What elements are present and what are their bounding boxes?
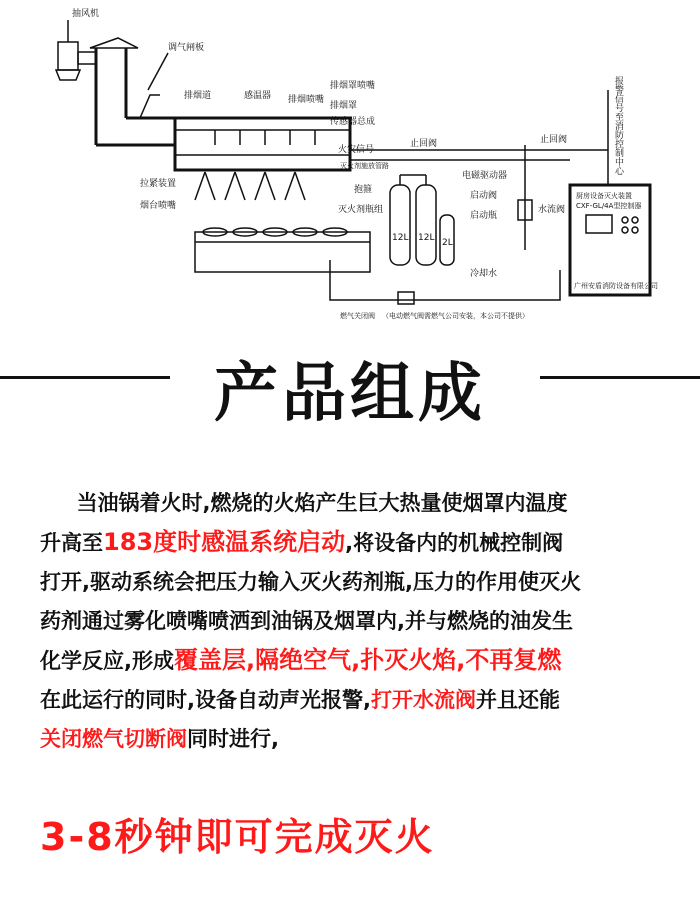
- label-start-bottle: 启动瓶: [470, 211, 498, 221]
- body-line-4: 药剂通过雾化喷嘴喷洒到油锅及烟罩内,并与燃烧的油发生: [40, 609, 573, 633]
- section-title: 产品组成: [214, 357, 486, 431]
- panel-company: 广州安盾消防设备有限公司: [574, 282, 658, 290]
- label-gas-shutoff: 燃气关闭阀: [340, 312, 375, 320]
- label-sensor-main: 传感器总成: [330, 117, 376, 127]
- label-temp-sensor: 感温器: [244, 91, 272, 101]
- chimney-cap: [90, 38, 138, 48]
- section-title-row: [0, 338, 700, 431]
- flue-nozzles: [215, 130, 315, 145]
- label-exhaust-fan: 抽风机: [72, 9, 100, 19]
- label-hood-nozzle-top: 排烟罩喷嘴: [330, 81, 376, 91]
- final-highlight: 3-8秒钟即可完成灭火: [40, 815, 435, 859]
- label-check-valve-2: 止回阀: [540, 135, 568, 145]
- label-tension-device: 拉紧装置: [140, 179, 177, 189]
- label-fire-signal: 火灾信号: [338, 145, 375, 155]
- body-line-2: 升高至183度时感温系统启动,将设备内的机械控制阀: [40, 528, 564, 556]
- gas-valve: [398, 292, 414, 304]
- exhaust-fan: [56, 20, 96, 80]
- label-gas-note: （电动燃气阀需燃气公司安装，本公司不提供）: [382, 312, 529, 320]
- body-line-3: 打开,驱动系统会把压力输入灭火药剂瓶,压力的作用使灭火: [40, 570, 581, 594]
- flue-hood: [175, 118, 350, 170]
- body-line-7: 关闭燃气切断阀同时进行,: [40, 727, 279, 751]
- description-paragraph: [40, 484, 670, 759]
- label-damper: 调气闸板: [168, 43, 205, 53]
- title-divider-right: [540, 376, 700, 379]
- body-line-6: 在此运行的同时,设备自动声光报警,打开水流阀并且还能: [40, 688, 560, 712]
- panel-model: CXF-GL/4A型控制器: [576, 202, 642, 210]
- label-water-valve: 水流阀: [538, 205, 566, 215]
- label-hood: 排烟罩: [330, 101, 358, 111]
- label-release-pipe: 灭火剂施放管路: [340, 162, 389, 170]
- system-diagram: [0, 0, 700, 335]
- label-cooling-water: 冷却水: [470, 269, 498, 279]
- panel-title: 厨房设备灭火装置: [576, 192, 632, 200]
- label-check-valve-1: 止回阀: [410, 139, 438, 149]
- label-flue: 排烟道: [184, 91, 212, 101]
- label-alarm-signal: 报警信号至消防控制中心: [613, 76, 623, 175]
- agent-bottles: [390, 175, 454, 265]
- label-solenoid-driver: 电磁驱动器: [462, 171, 508, 181]
- bottle-2-label: 12L: [418, 233, 435, 243]
- bottle-1-label: 12L: [392, 233, 409, 243]
- stove-nozzles: [195, 172, 305, 200]
- body-line-1: 当油锅着火时,燃烧的火焰产生巨大热量使烟罩内温度: [76, 491, 568, 515]
- label-start-valve: 启动阀: [470, 191, 498, 201]
- body-line-5: 化学反应,形成覆盖层,隔绝空气,扑灭火焰,不再复燃: [40, 646, 562, 674]
- label-agent-bottle-group: 灭火剂瓶组: [338, 205, 384, 215]
- bottle-3-label: 2L: [442, 238, 453, 248]
- label-stove-nozzle: 烟台喷嘴: [140, 201, 177, 211]
- label-hoop: 抱箍: [354, 185, 373, 195]
- label-hood-nozzle: 排烟喷嘴: [288, 95, 325, 105]
- stove-table: [195, 228, 370, 272]
